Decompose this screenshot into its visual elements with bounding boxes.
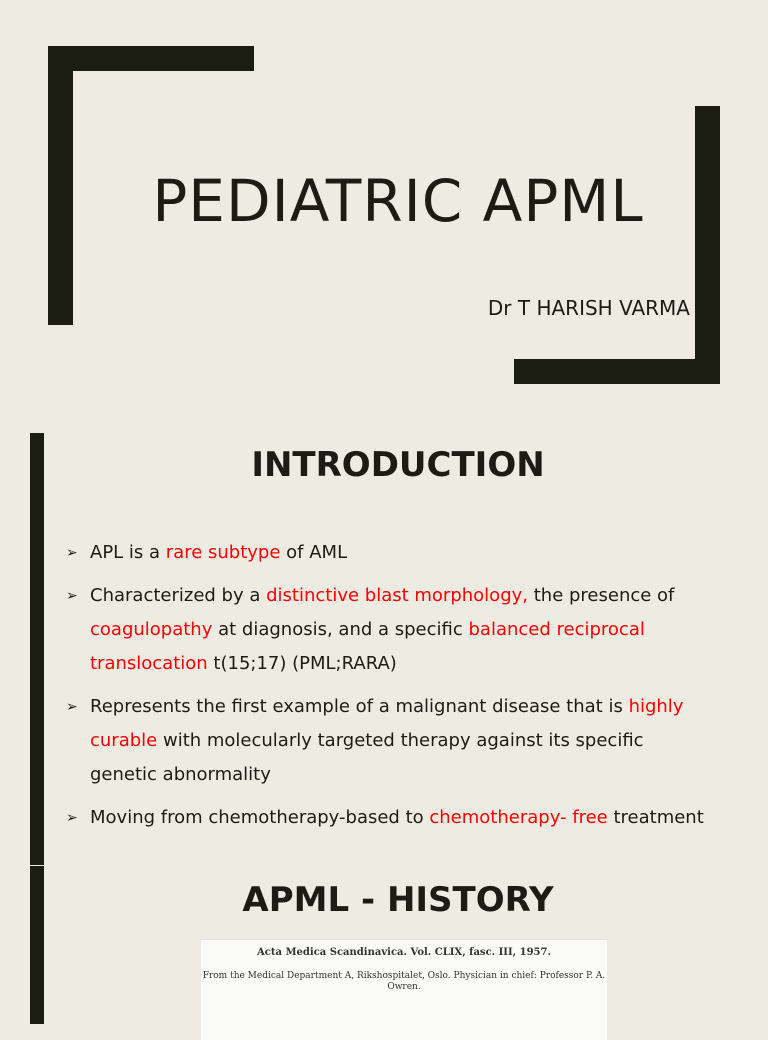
highlighted-text: balanced reciprocal bbox=[468, 619, 645, 640]
bullet-text: t(15;17) (PML;RARA) bbox=[207, 653, 397, 674]
journal-affiliation: From the Medical Department A, Rikshospitalet, Oslo. Physician in chief: Professor P. A. Owren. bbox=[202, 971, 606, 992]
introduction-slide bbox=[0, 420, 768, 1024]
journal-citation: Acta Medica Scandinavica. Vol. CLIX, fasc. III, 1957. bbox=[257, 947, 551, 958]
bullet-item bbox=[66, 579, 756, 681]
bullet-list bbox=[66, 536, 756, 844]
highlighted-text: translocation bbox=[90, 653, 208, 674]
slide-title: PEDIATRIC APML bbox=[152, 166, 644, 235]
author-name: Dr T HARISH VARMA bbox=[487, 296, 690, 320]
frame-bracket-bottom-right-horizontal bbox=[514, 359, 720, 384]
bullet-text: at diagnosis, and a specific bbox=[212, 619, 469, 640]
bullet-text: the presence of bbox=[528, 585, 675, 606]
highlighted-text: coagulopathy bbox=[90, 619, 213, 640]
arrow-bullet-icon: ➢ bbox=[66, 699, 78, 715]
title-slide bbox=[0, 0, 768, 420]
highlighted-text: curable bbox=[90, 730, 158, 751]
highlighted-text: distinctive blast morphology, bbox=[266, 585, 528, 606]
bullet-text: Moving from chemotherapy-based to bbox=[90, 807, 430, 828]
bullet-text: APL is a bbox=[90, 542, 166, 563]
highlighted-text: chemotherapy- free bbox=[429, 807, 608, 828]
bullet-text: of AML bbox=[280, 542, 348, 563]
accent-bar bbox=[30, 433, 44, 865]
journal-clipping-image bbox=[201, 939, 607, 1040]
frame-bracket-bottom-right-vertical bbox=[695, 106, 720, 384]
bullet-item bbox=[66, 536, 756, 570]
history-heading: APML - HISTORY bbox=[242, 880, 554, 920]
bullet-item bbox=[66, 690, 756, 792]
bullet-text: with molecularly targeted therapy against its specific bbox=[157, 730, 644, 751]
highlighted-text: highly bbox=[628, 696, 684, 717]
highlighted-text: rare subtype bbox=[165, 542, 281, 563]
section-heading: INTRODUCTION bbox=[251, 445, 545, 485]
arrow-bullet-icon: ➢ bbox=[66, 588, 78, 604]
bullet-item bbox=[66, 801, 756, 835]
bullet-text: Represents the first example of a malignant disease that is bbox=[90, 696, 629, 717]
arrow-bullet-icon: ➢ bbox=[66, 545, 78, 561]
bullet-text: treatment bbox=[607, 807, 704, 828]
frame-bracket-top-left-horizontal bbox=[48, 46, 254, 71]
bullet-text: genetic abnormality bbox=[90, 764, 271, 785]
bullet-text: Characterized by a bbox=[90, 585, 267, 606]
arrow-bullet-icon: ➢ bbox=[66, 810, 78, 826]
